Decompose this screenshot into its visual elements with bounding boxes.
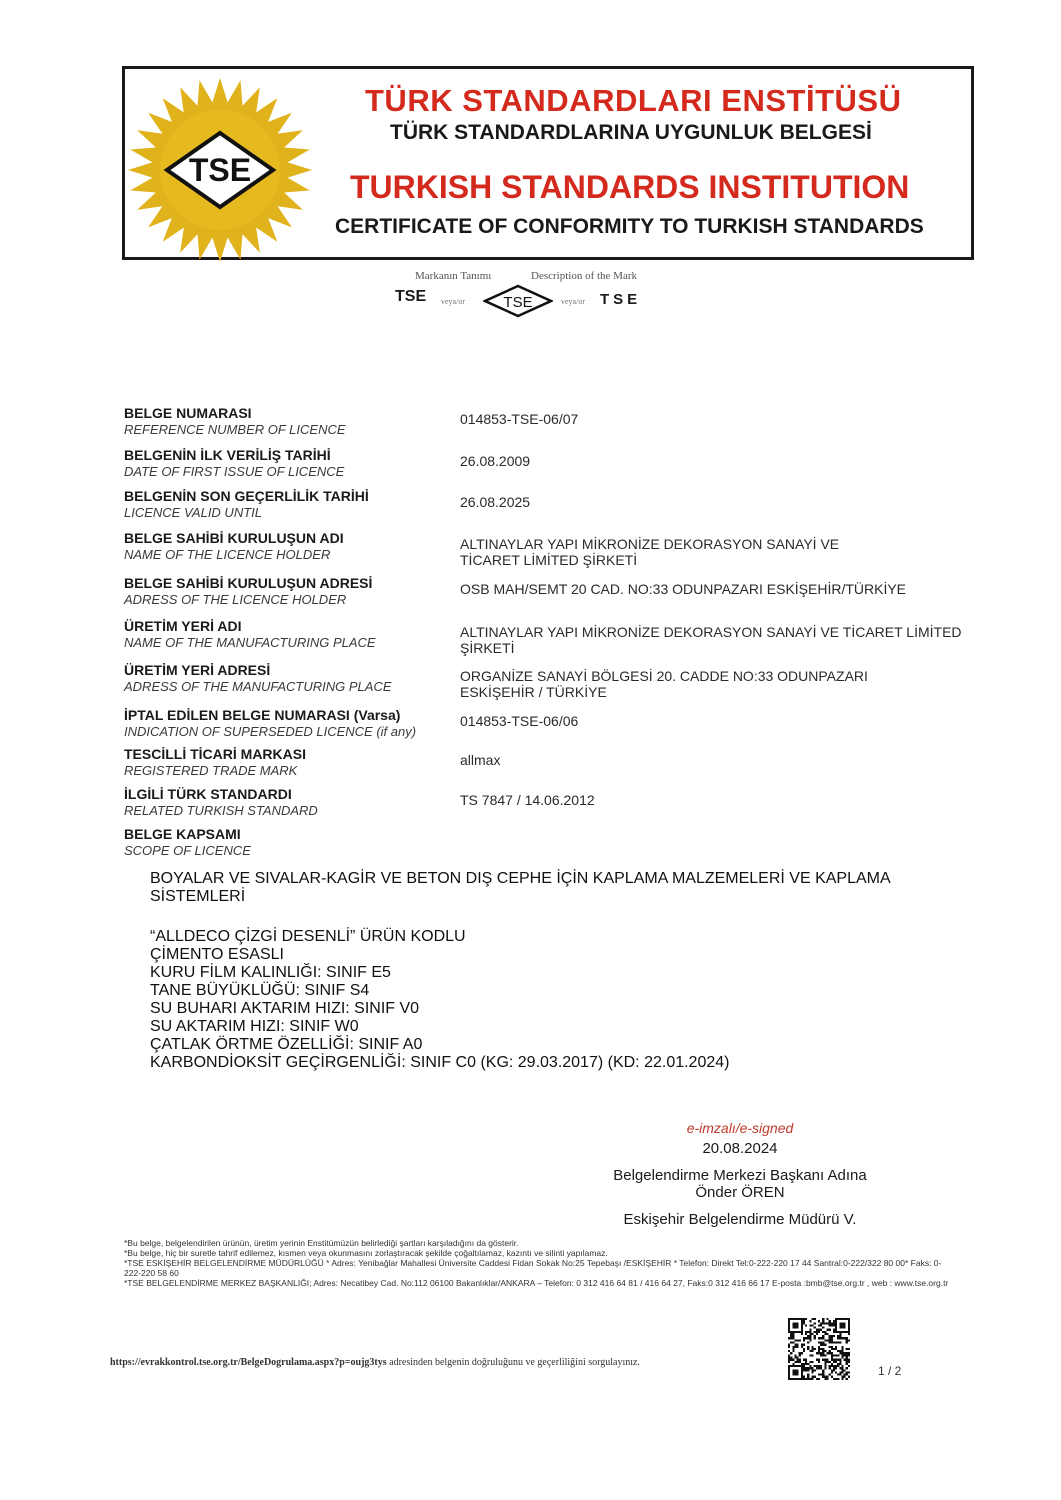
field-label-en: NAME OF THE LICENCE HOLDER xyxy=(124,547,331,562)
footnote: *Bu belge, hiç bir suretle tahrif edilemez, kısmen veya okunmasını zorlaştıracak şekilde çoğaltılamaz, kazıntı ve silinti yapılamaz. xyxy=(124,1248,608,1258)
field-valid-until xyxy=(0,488,1061,528)
scope-line: KARBONDİOKSİT GEÇİRGENLİĞİ: SINIF C0 (KG: 29.03.2017) (KD: 22.01.2024) xyxy=(150,1054,730,1071)
field-label-en: REFERENCE NUMBER OF LICENCE xyxy=(124,422,346,437)
certificate-header xyxy=(122,66,974,260)
verification-suffix: adresinden belgenin doğruluğunu ve geçerliliğini sorgulayınız. xyxy=(386,1357,640,1368)
field-label-en: RELATED TURKISH STANDARD xyxy=(124,803,318,818)
page-number: 1 / 2 xyxy=(878,1364,902,1378)
field-label-tr: TESCİLLİ TİCARİ MARKASI xyxy=(124,746,306,762)
field-trade-mark xyxy=(0,746,1061,786)
field-label-tr: ÜRETİM YERİ ADI xyxy=(124,618,242,634)
field-label-en: SCOPE OF LICENCE xyxy=(124,843,251,858)
title-en: TURKISH STANDARDS INSTITUTION xyxy=(350,169,910,205)
scope-heading: BOYALAR VE SIVALAR-KAGİR VE BETON DIŞ CEPHE İÇİN KAPLAMA MALZEMELERİ VE KAPLAMA SİSTEMLERİ xyxy=(150,870,890,905)
scope-line: ÇİMENTO ESASLI xyxy=(150,946,284,963)
field-holder-name xyxy=(0,530,1061,570)
mark-logo-text: TSE xyxy=(503,294,533,311)
footnote: *TSE BELGELENDİRME MERKEZ BAŞKANLIĞI; Adres: Necatibey Cad. No:112 06100 Bakanlıklar/ANKARA – Telefon: 0 312 416 64 81 / 416 64 27, Faks:0 312 416 66 17 E-posta :bmb@tse.org.tr , web : www.tse.org.tr xyxy=(124,1278,949,1288)
field-label-tr: ÜRETİM YERİ ADRESİ xyxy=(124,662,271,678)
field-label-en: ADRESS OF THE MANUFACTURING PLACE xyxy=(124,679,392,694)
field-label-tr: İLGİLİ TÜRK STANDARDI xyxy=(124,786,292,802)
signer-name: Önder ÖREN xyxy=(695,1184,785,1201)
field-label-tr: İPTAL EDİLEN BELGE NUMARASI (Varsa) xyxy=(124,707,401,723)
scope-line: KURU FİLM KALINLIĞI: SINIF E5 xyxy=(150,964,391,981)
footnote: *Bu belge, belgelendirilen ürünün, üretim yerinin Enstitümüzün belirlediği şartları karşıladığını da gösterir. xyxy=(124,1238,519,1248)
field-value: allmax xyxy=(460,752,501,768)
tse-gold-seal-icon xyxy=(125,75,315,265)
field-label-en: DATE OF FIRST ISSUE OF LICENCE xyxy=(124,464,345,479)
tse-diamond-logo-icon xyxy=(483,284,553,318)
field-scope xyxy=(0,826,1061,866)
signature-line1: Belgelendirme Merkezi Başkanı Adına xyxy=(613,1167,867,1184)
mark-text: TSE xyxy=(395,288,427,305)
field-first-issue-date xyxy=(0,447,1061,487)
field-label-en: LICENCE VALID UNTIL xyxy=(124,505,262,520)
footnotes xyxy=(124,1238,954,1288)
field-label-en: REGISTERED TRADE MARK xyxy=(124,763,298,778)
verification-link[interactable]: https://evrakkontrol.tse.org.tr/BelgeDogrulama.aspx?p=oujg3tys xyxy=(110,1357,387,1368)
field-label-en: INDICATION OF SUPERSEDED LICENCE (if any) xyxy=(124,724,417,739)
field-related-standard xyxy=(0,786,1061,826)
scope-line: “ALLDECO ÇİZGİ DESENLİ” ÜRÜN KODLU xyxy=(150,928,466,945)
scope-of-licence xyxy=(150,870,950,1072)
field-label-tr: BELGENİN İLK VERİLİŞ TARİHİ xyxy=(124,447,331,463)
field-manufacturing-place-name xyxy=(0,618,1061,658)
scope-line: SU AKTARIM HIZI: SINIF W0 xyxy=(150,1018,359,1035)
signature-block xyxy=(560,1120,920,1228)
mark-description xyxy=(395,270,665,330)
field-value: 014853-TSE-06/06 xyxy=(460,713,579,729)
field-label-en: NAME OF THE MANUFACTURING PLACE xyxy=(124,635,376,650)
qr-code-icon xyxy=(788,1318,850,1380)
field-label-tr: BELGE NUMARASI xyxy=(124,405,252,421)
verification-note xyxy=(110,1357,640,1368)
field-holder-address xyxy=(0,575,1061,615)
signature-date: 20.08.2024 xyxy=(702,1140,778,1157)
field-value: ALTINAYLAR YAPI MİKRONİZE DEKORASYON SANAYİ VE TİCARET LİMİTED ŞİRKETİ xyxy=(460,624,962,656)
scope-line: ÇATLAK ÖRTME ÖZELLİĞİ: SINIF A0 xyxy=(150,1036,423,1053)
field-superseded-licence xyxy=(0,707,1061,747)
field-value: ORGANİZE SANAYİ BÖLGESİ 20. CADDE NO:33 ODUNPAZARI ESKİŞEHİR / TÜRKİYE xyxy=(460,668,868,700)
esigned-label: e-imzalı/e-signed xyxy=(686,1120,794,1136)
mark-or-2: veya/or xyxy=(561,297,585,306)
field-value: TS 7847 / 14.06.2012 xyxy=(460,792,595,808)
field-reference-number xyxy=(0,405,1061,445)
subtitle-tr: TÜRK STANDARDLARINA UYGUNLUK BELGESİ xyxy=(390,121,872,144)
field-label-en: ADRESS OF THE LICENCE HOLDER xyxy=(124,592,347,607)
title-tr: TÜRK STANDARDLARI ENSTİTÜSÜ xyxy=(365,83,902,118)
footnote: *TSE ESKİŞEHİR BELGELENDİRME MÜDÜRLÜĞÜ * Adres: Yenibağlar Mahallesi Üniversite Caddesi Fidan Sokak No:25 Tepebaşı /ESKİŞEHİR * Telefon: Direkt Tel:0-222-220 17 44 Santral:0-222/322 80 00* Faks: 0-222-220 58 60 xyxy=(124,1258,942,1278)
mark-alt-text: TSE xyxy=(600,291,642,308)
field-value: OSB MAH/SEMT 20 CAD. NO:33 ODUNPAZARI ESKİŞEHİR/TÜRKİYE xyxy=(460,581,907,597)
field-manufacturing-place-address xyxy=(0,662,1061,702)
field-value: ALTINAYLAR YAPI MİKRONİZE DEKORASYON SANAYİ VE TİCARET LİMİTED ŞİRKETİ xyxy=(460,536,840,568)
field-label-tr: BELGE SAHİBİ KURULUŞUN ADI xyxy=(124,530,344,546)
signer-title: Eskişehir Belgelendirme Müdürü V. xyxy=(623,1211,857,1228)
subtitle-en: CERTIFICATE OF CONFORMITY TO TURKISH STANDARDS xyxy=(335,215,924,238)
mark-or-1: veya/or xyxy=(441,297,465,306)
field-label-tr: BELGE KAPSAMI xyxy=(124,826,241,842)
scope-line: SU BUHARI AKTARIM HIZI: SINIF V0 xyxy=(150,1000,420,1017)
mark-caption-tr: Markanın Tanımı xyxy=(415,270,492,282)
field-value: 26.08.2009 xyxy=(460,453,531,469)
field-value: 26.08.2025 xyxy=(460,494,531,510)
seal-text: TSE xyxy=(188,152,252,188)
scope-line: TANE BÜYÜKLÜĞÜ: SINIF S4 xyxy=(150,982,370,999)
field-label-tr: BELGE SAHİBİ KURULUŞUN ADRESİ xyxy=(124,575,373,591)
field-label-tr: BELGENİN SON GEÇERLİLİK TARİHİ xyxy=(124,488,369,504)
mark-caption-en: Description of the Mark xyxy=(531,270,637,282)
field-value: 014853-TSE-06/07 xyxy=(460,411,579,427)
